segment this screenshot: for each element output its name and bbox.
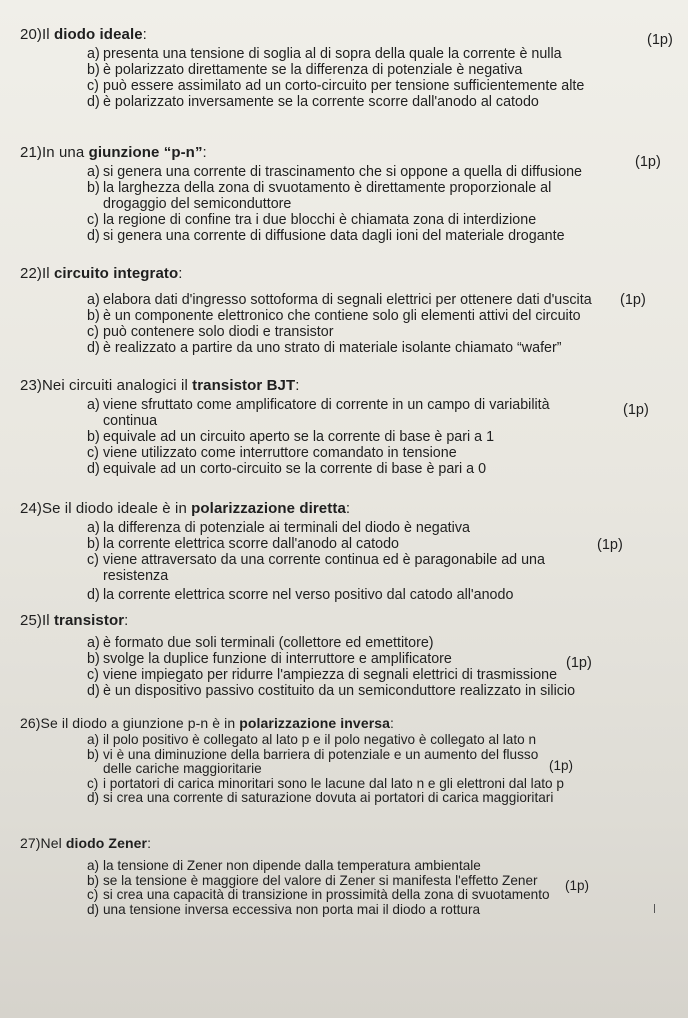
question-number: 26) (20, 715, 41, 731)
option-letter: c) (87, 552, 99, 568)
question-22 (20, 265, 670, 356)
option-text: è realizzato a partire da uno strato di materiale isolante chiamato “wafer” (103, 340, 562, 356)
option-text-continuation: resistenza (103, 568, 169, 584)
option-b[interactable] (87, 429, 670, 445)
option-text: vi è una diminuzione della barriera di potenziale e un aumento del flusso (103, 746, 539, 762)
question-title (20, 265, 670, 282)
question-title (20, 836, 670, 851)
option-letter: a) (87, 635, 100, 651)
option-b[interactable] (87, 308, 670, 324)
option-letter: c) (87, 887, 99, 902)
option-letter: a) (87, 164, 100, 180)
option-letter: a) (87, 732, 100, 747)
option-b[interactable] (87, 62, 670, 78)
option-b[interactable] (87, 748, 670, 777)
option-text: la corrente elettrica scorre nel verso positivo dal catodo all'anodo (103, 587, 514, 603)
question-title-post: : (345, 500, 351, 517)
question-26 (20, 716, 670, 806)
option-d[interactable] (87, 587, 670, 603)
question-keyword: transistor (53, 612, 125, 629)
options-list (20, 397, 670, 477)
question-title-pre: Nei circuiti analogici il (41, 377, 193, 394)
question-keyword: diodo ideale (53, 26, 143, 43)
option-letter: b) (87, 62, 100, 78)
option-text: viene impiegato per ridurre l'ampiezza di segnali elettrici di trasmissione (103, 667, 558, 683)
pen-mark (654, 904, 655, 913)
option-letter: d) (87, 901, 100, 917)
options-list (20, 164, 670, 244)
option-text: è polarizzato inversamente se la corrente scorre dall'anodo al catodo (103, 94, 539, 110)
question-25 (20, 612, 670, 699)
option-text: si crea una capacità di transizione in prossimità della zona di svuotamento (103, 887, 550, 902)
points-label: (1p) (635, 154, 661, 170)
option-d[interactable] (87, 683, 670, 699)
question-number: 27) (20, 835, 41, 851)
question-keyword: polarizzazione diretta (191, 500, 346, 517)
option-a[interactable] (87, 292, 670, 308)
option-text: la corrente elettrica scorre dall'anodo al catodo (103, 536, 399, 552)
question-keyword: circuito integrato (53, 265, 179, 282)
question-title-pre: Il (41, 265, 54, 282)
option-text: elabora dati d'ingresso sottoforma di segnali elettrici per ottenere dati d'uscita (103, 292, 592, 308)
question-title-post: : (178, 265, 183, 282)
question-title-post: : (142, 26, 147, 43)
question-23 (20, 377, 670, 477)
question-title-pre: Nel (40, 835, 66, 851)
question-21 (20, 144, 670, 244)
option-d[interactable] (87, 461, 670, 477)
option-b[interactable] (87, 536, 670, 552)
option-letter: a) (87, 46, 100, 62)
option-c[interactable] (87, 212, 670, 228)
option-text: la regione di confine tra i due blocchi è chiamata zona di interdizione (103, 212, 537, 228)
option-d[interactable] (87, 340, 670, 356)
option-letter: c) (87, 445, 99, 461)
question-title-pre: Il (41, 26, 54, 43)
option-text: equivale ad un circuito aperto se la corrente di base è pari a 1 (103, 429, 495, 445)
option-letter: c) (87, 78, 99, 94)
option-letter: c) (87, 324, 99, 340)
option-letter: d) (87, 94, 100, 110)
question-title-pre: Il (41, 612, 54, 629)
option-d[interactable] (87, 903, 670, 918)
points-label: (1p) (549, 758, 574, 773)
option-text: svolge la duplice funzione di interruttore e amplificatore (103, 651, 452, 667)
option-letter: d) (87, 683, 100, 699)
option-letter: d) (87, 461, 100, 477)
question-keyword: giunzione “p-n” (88, 144, 203, 161)
option-a[interactable] (87, 733, 670, 748)
points-label: (1p) (566, 655, 592, 671)
option-text: viene sfruttato come amplificatore di corrente in un campo di variabilità (103, 397, 550, 413)
question-title-pre: Se il diodo a giunzione p-n è in (40, 715, 240, 731)
option-letter: b) (87, 872, 100, 888)
question-27 (20, 836, 670, 917)
option-c[interactable] (87, 78, 670, 94)
option-text: una tensione inversa eccessiva non porta mai il diodo a rottura (103, 901, 481, 917)
question-number: 22) (20, 265, 42, 282)
option-d[interactable] (87, 228, 670, 244)
option-letter: b) (87, 180, 100, 196)
option-text: è polarizzato direttamente se la differenza di potenziale è negativa (103, 62, 523, 78)
question-title (20, 612, 670, 629)
option-letter: b) (87, 651, 100, 667)
question-number: 24) (20, 500, 42, 517)
points-label: (1p) (623, 402, 649, 418)
option-a[interactable] (87, 859, 670, 874)
option-letter: d) (87, 587, 100, 603)
option-a[interactable] (87, 46, 670, 62)
option-text: è formato due soli terminali (collettore ed emettitore) (103, 635, 434, 651)
option-d[interactable] (87, 94, 670, 110)
option-letter: d) (87, 228, 100, 244)
question-title (20, 716, 670, 731)
option-text: può essere assimilato ad un corto-circuito per tensione sufficientemente alte (103, 78, 585, 94)
option-text: è un componente elettronico che contiene solo gli elementi attivi del circuito (103, 308, 581, 324)
options-list (20, 520, 670, 603)
option-c[interactable] (87, 552, 670, 584)
options-list (20, 292, 670, 356)
question-title-pre: Se il diodo ideale è in (41, 500, 192, 517)
option-text: la differenza di potenziale ai terminali del diodo è negativa (103, 520, 470, 536)
option-letter: c) (87, 775, 99, 791)
option-text: se la tensione è maggiore del valore di Zener si manifesta l'effetto Zener (103, 872, 538, 888)
question-keyword: polarizzazione inversa (239, 715, 391, 731)
option-text-continuation: delle cariche maggioritarie (103, 761, 262, 776)
option-letter: b) (87, 536, 100, 552)
option-a[interactable] (87, 164, 670, 180)
option-a[interactable] (87, 520, 670, 536)
option-letter: a) (87, 397, 100, 413)
option-text: i portatori di carica minoritari sono le lacune dal lato n e gli elettroni dal lato p (103, 775, 564, 791)
option-text: può contenere solo diodi e transistor (103, 324, 334, 340)
question-20 (20, 26, 673, 110)
option-letter: b) (87, 429, 100, 445)
option-text: viene utilizzato come interruttore comandato in tensione (103, 445, 457, 461)
question-number: 23) (20, 377, 42, 394)
points-label: (1p) (565, 878, 590, 893)
option-a[interactable] (87, 635, 670, 651)
option-b[interactable] (87, 180, 670, 212)
question-24 (20, 500, 670, 603)
option-a[interactable] (87, 397, 670, 429)
question-number: 21) (20, 144, 42, 161)
option-letter: b) (87, 308, 100, 324)
option-text: si genera una corrente di diffusione data dagli ioni del materiale drogante (103, 228, 565, 244)
question-keyword: diodo Zener (65, 835, 148, 851)
option-letter: c) (87, 212, 99, 228)
option-c[interactable] (87, 324, 670, 340)
option-letter: d) (87, 790, 100, 805)
question-number: 25) (20, 612, 42, 629)
option-text-continuation: drogaggio del semiconduttore (103, 196, 292, 212)
option-text: si crea una corrente di saturazione dovuta ai portatori di carica maggioritari (103, 790, 554, 805)
option-text: presenta una tensione di soglia al di sopra della quale la corrente è nulla (103, 46, 562, 62)
option-text: è un dispositivo passivo costituito da un semiconduttore realizzato in silicio (103, 683, 576, 699)
option-text: la larghezza della zona di svuotamento è direttamente proporzionale al (103, 180, 552, 196)
option-letter: b) (87, 746, 100, 762)
option-text: si genera una corrente di trascinamento che si oppone a quella di diffusione (103, 164, 582, 180)
option-letter: a) (87, 292, 100, 308)
points-label: (1p) (647, 32, 673, 48)
question-title-post: : (147, 835, 152, 851)
question-title-post: : (124, 612, 129, 629)
option-text: il polo positivo è collegato al lato p e il polo negativo è collegato al lato n (103, 732, 537, 747)
option-c[interactable] (87, 445, 670, 461)
points-label: (1p) (597, 537, 623, 553)
option-letter: d) (87, 340, 100, 356)
option-text: equivale ad un corto-circuito se la corrente di base è pari a 0 (103, 461, 487, 477)
option-letter: c) (87, 667, 99, 683)
option-letter: a) (87, 520, 100, 536)
option-d[interactable] (87, 791, 670, 806)
question-title (20, 377, 670, 394)
option-text-continuation: continua (103, 413, 158, 429)
points-label: (1p) (620, 292, 646, 308)
question-keyword: transistor BJT (192, 377, 296, 394)
question-title-post: : (295, 377, 300, 394)
option-c[interactable] (87, 777, 670, 792)
option-text: la tensione di Zener non dipende dalla temperatura ambientale (103, 858, 481, 873)
question-title (20, 26, 670, 43)
question-title-post: : (202, 144, 207, 161)
option-text: viene attraversato da una corrente continua ed è paragonabile ad una (103, 552, 545, 568)
options-list (20, 46, 670, 110)
question-title-pre: In una (41, 144, 89, 161)
option-letter: a) (87, 858, 100, 873)
question-title (20, 144, 670, 161)
question-number: 20) (20, 26, 42, 43)
question-title (20, 500, 670, 517)
question-title-post: : (390, 715, 395, 731)
